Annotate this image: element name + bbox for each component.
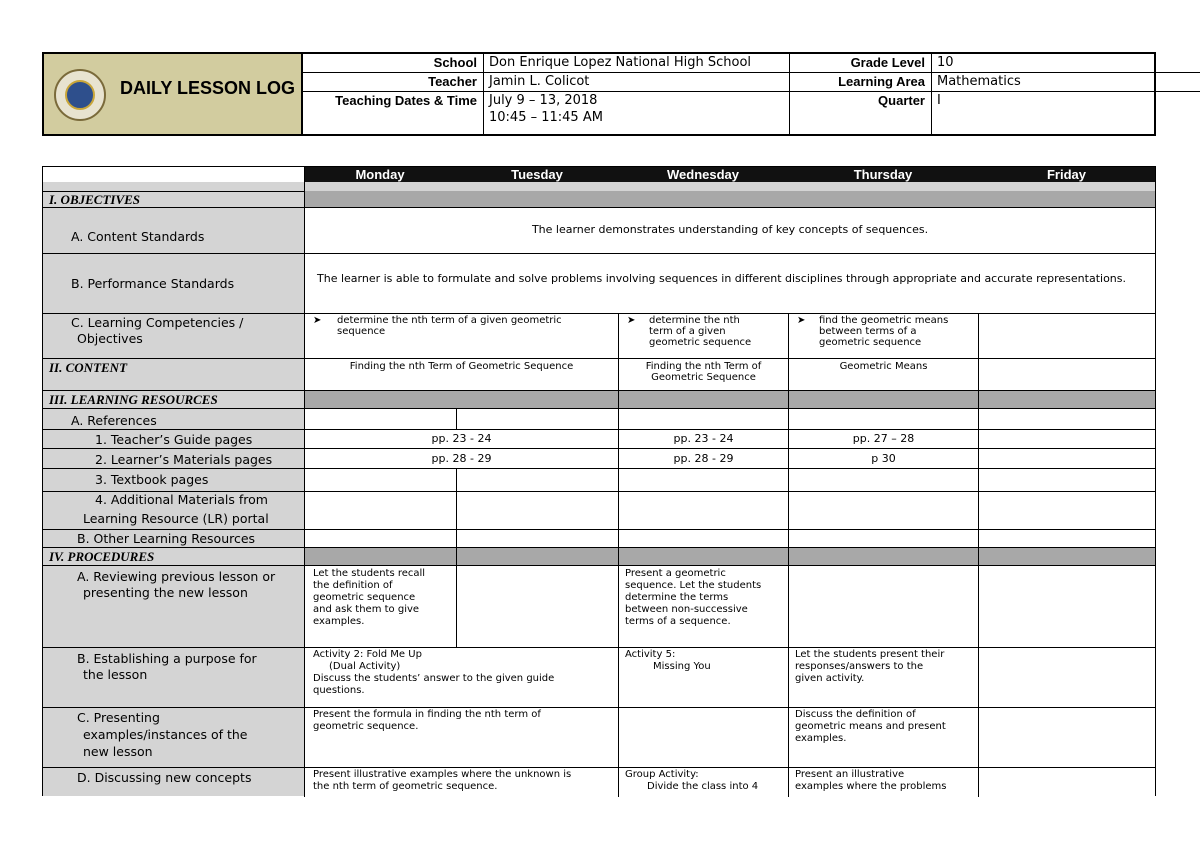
competency-wed-line2: term of a given <box>649 326 726 337</box>
purpose-mon-line2: (Dual Activity) <box>329 661 401 672</box>
quarter-label: Quarter <box>878 93 925 108</box>
competency-mon-line1: determine the nth term of a given geometric <box>337 315 562 326</box>
bullet-arrow-icon: ➤ <box>797 315 806 326</box>
reviewing-wed-line5: terms of a sequence. <box>625 616 731 627</box>
presenting-mon-line1: Present the formula in finding the nth term of <box>313 709 541 720</box>
competency-thu-line2: between terms of a <box>819 326 917 337</box>
discussing-mon-line2: the nth term of geometric sequence. <box>313 781 498 792</box>
other-resources-label: B. Other Learning Resources <box>77 531 256 546</box>
purpose-thu-line2: responses/answers to the <box>795 661 924 672</box>
area-label: Learning Area <box>838 74 925 89</box>
content-mon: Finding the nth Term of Geometric Sequence <box>349 361 574 372</box>
grade-label: Grade Level <box>850 55 925 70</box>
dates-value-line2: 10:45 – 11:45 AM <box>489 110 603 125</box>
lesson-log-table <box>42 166 1156 796</box>
reviewing-mon-line1: Let the students recall <box>313 568 426 579</box>
reviewing-mon-line4: and ask them to give <box>313 604 420 615</box>
tg-pages-thu: pp. 27 – 28 <box>852 432 915 445</box>
purpose-label-line1: B. Establishing a purpose for <box>77 651 257 666</box>
tg-pages-label: 1. Teacher’s Guide pages <box>95 432 253 447</box>
reviewing-mon-line3: geometric sequence <box>313 592 416 603</box>
presenting-label-line1: C. Presenting <box>77 710 160 725</box>
competency-wed-line3: geometric sequence <box>649 337 752 348</box>
references-label: A. References <box>71 413 157 428</box>
reviewing-mon-line2: the definition of <box>313 580 393 591</box>
purpose-thu-line1: Let the students present their <box>795 649 945 660</box>
teacher-label: Teacher <box>428 74 477 89</box>
section-objectives: I. OBJECTIVES <box>49 192 141 207</box>
performance-standards-text: The learner is able to formulate and solve problems involving sequences in different disciplines through appropriate and accurate representations. <box>317 272 1126 285</box>
day-friday: Friday <box>978 167 1155 182</box>
discussing-mon-line1: Present illustrative examples where the unknown is <box>313 769 572 780</box>
header-block <box>42 52 1156 136</box>
presenting-mon-line2: geometric sequence. <box>313 721 419 732</box>
day-monday: Monday <box>304 167 456 182</box>
area-value: Mathematics <box>937 74 1021 89</box>
day-tuesday: Tuesday <box>456 167 618 182</box>
purpose-mon-line4: questions. <box>313 685 365 696</box>
quarter-value: I <box>937 93 941 108</box>
label-column <box>43 182 304 796</box>
purpose-mon-line3: Discuss the students’ answer to the given guide <box>313 673 555 684</box>
header-title-panel <box>44 54 303 134</box>
competency-thu-line3: geometric sequence <box>819 337 922 348</box>
teacher-value: Jamin L. Colicot <box>489 74 590 89</box>
tg-pages-wed: pp. 23 - 24 <box>673 432 734 445</box>
discussing-wed-line1: Group Activity: <box>625 769 699 780</box>
day-wednesday: Wednesday <box>618 167 788 182</box>
day-thursday: Thursday <box>788 167 978 182</box>
lm-pages-thu: p 30 <box>871 452 896 465</box>
purpose-thu-line3: given activity. <box>795 673 865 684</box>
school-label: School <box>433 55 477 70</box>
performance-standards-label: B. Performance Standards <box>71 276 235 291</box>
content-standards-label: A. Content Standards <box>71 229 205 244</box>
purpose-wed-line1: Activity 5: <box>625 649 676 660</box>
lm-pages-mon: pp. 28 - 29 <box>431 452 492 465</box>
grade-value: 10 <box>937 55 954 70</box>
competency-wed-line1: determine the nth <box>649 315 740 326</box>
content-standards-text: The learner demonstrates understanding of key concepts of sequences. <box>531 223 929 236</box>
dates-label: Teaching Dates & Time <box>335 93 477 108</box>
reviewing-wed-line4: between non-successive <box>625 604 748 615</box>
bullet-arrow-icon: ➤ <box>627 315 636 326</box>
reviewing-label-line1: A. Reviewing previous lesson or <box>77 569 276 584</box>
purpose-mon-line1: Activity 2: Fold Me Up <box>313 649 422 660</box>
reviewing-label-line2: presenting the new lesson <box>83 585 248 600</box>
content-thu: Geometric Means <box>839 361 928 372</box>
discussing-label: D. Discussing new concepts <box>77 770 252 785</box>
deped-seal-icon <box>54 69 106 121</box>
reviewing-mon-line5: examples. <box>313 616 365 627</box>
discussing-thu-line1: Present an illustrative <box>795 769 905 780</box>
dates-value-line1: July 9 – 13, 2018 <box>489 93 598 108</box>
reviewing-wed-line3: determine the terms <box>625 592 729 603</box>
lm-pages-wed: pp. 28 - 29 <box>673 452 734 465</box>
presenting-thu-line1: Discuss the definition of <box>795 709 916 720</box>
presenting-label-line3: new lesson <box>83 744 153 759</box>
competencies-label-line1: C. Learning Competencies / <box>71 315 244 330</box>
competency-thu-line1: find the geometric means <box>819 315 949 326</box>
presenting-label-line2: examples/instances of the <box>83 727 248 742</box>
content-wed-line2: Geometric Sequence <box>651 372 756 383</box>
bullet-arrow-icon: ➤ <box>313 315 322 326</box>
purpose-wed-line2: Missing You <box>653 661 711 672</box>
purpose-label-line2: the lesson <box>83 667 148 682</box>
section-procedures: IV. PROCEDURES <box>49 549 155 564</box>
tg-pages-mon: pp. 23 - 24 <box>431 432 492 445</box>
reviewing-wed-line1: Present a geometric <box>625 568 726 579</box>
textbook-pages-label: 3. Textbook pages <box>95 472 209 487</box>
additional-materials-label-line1: 4. Additional Materials from <box>95 492 268 507</box>
section-learning-resources: III. LEARNING RESOURCES <box>49 392 218 407</box>
competency-mon-line2: sequence <box>337 326 386 337</box>
school-value: Don Enrique Lopez National High School <box>489 55 752 70</box>
presenting-thu-line3: examples. <box>795 733 847 744</box>
additional-materials-label-line2: Learning Resource (LR) portal <box>83 511 269 526</box>
page-title: DAILY LESSON LOG <box>120 78 296 98</box>
competencies-label-line2: Objectives <box>77 331 143 346</box>
reviewing-wed-line2: sequence. Let the students <box>625 580 762 591</box>
discussing-thu-line2: examples where the problems <box>795 781 947 792</box>
lm-pages-label: 2. Learner’s Materials pages <box>95 452 273 467</box>
content-wed-line1: Finding the nth Term of <box>645 361 762 372</box>
section-content: II. CONTENT <box>49 360 128 375</box>
discussing-wed-line2: Divide the class into 4 <box>647 781 759 792</box>
presenting-thu-line2: geometric means and present <box>795 721 946 732</box>
